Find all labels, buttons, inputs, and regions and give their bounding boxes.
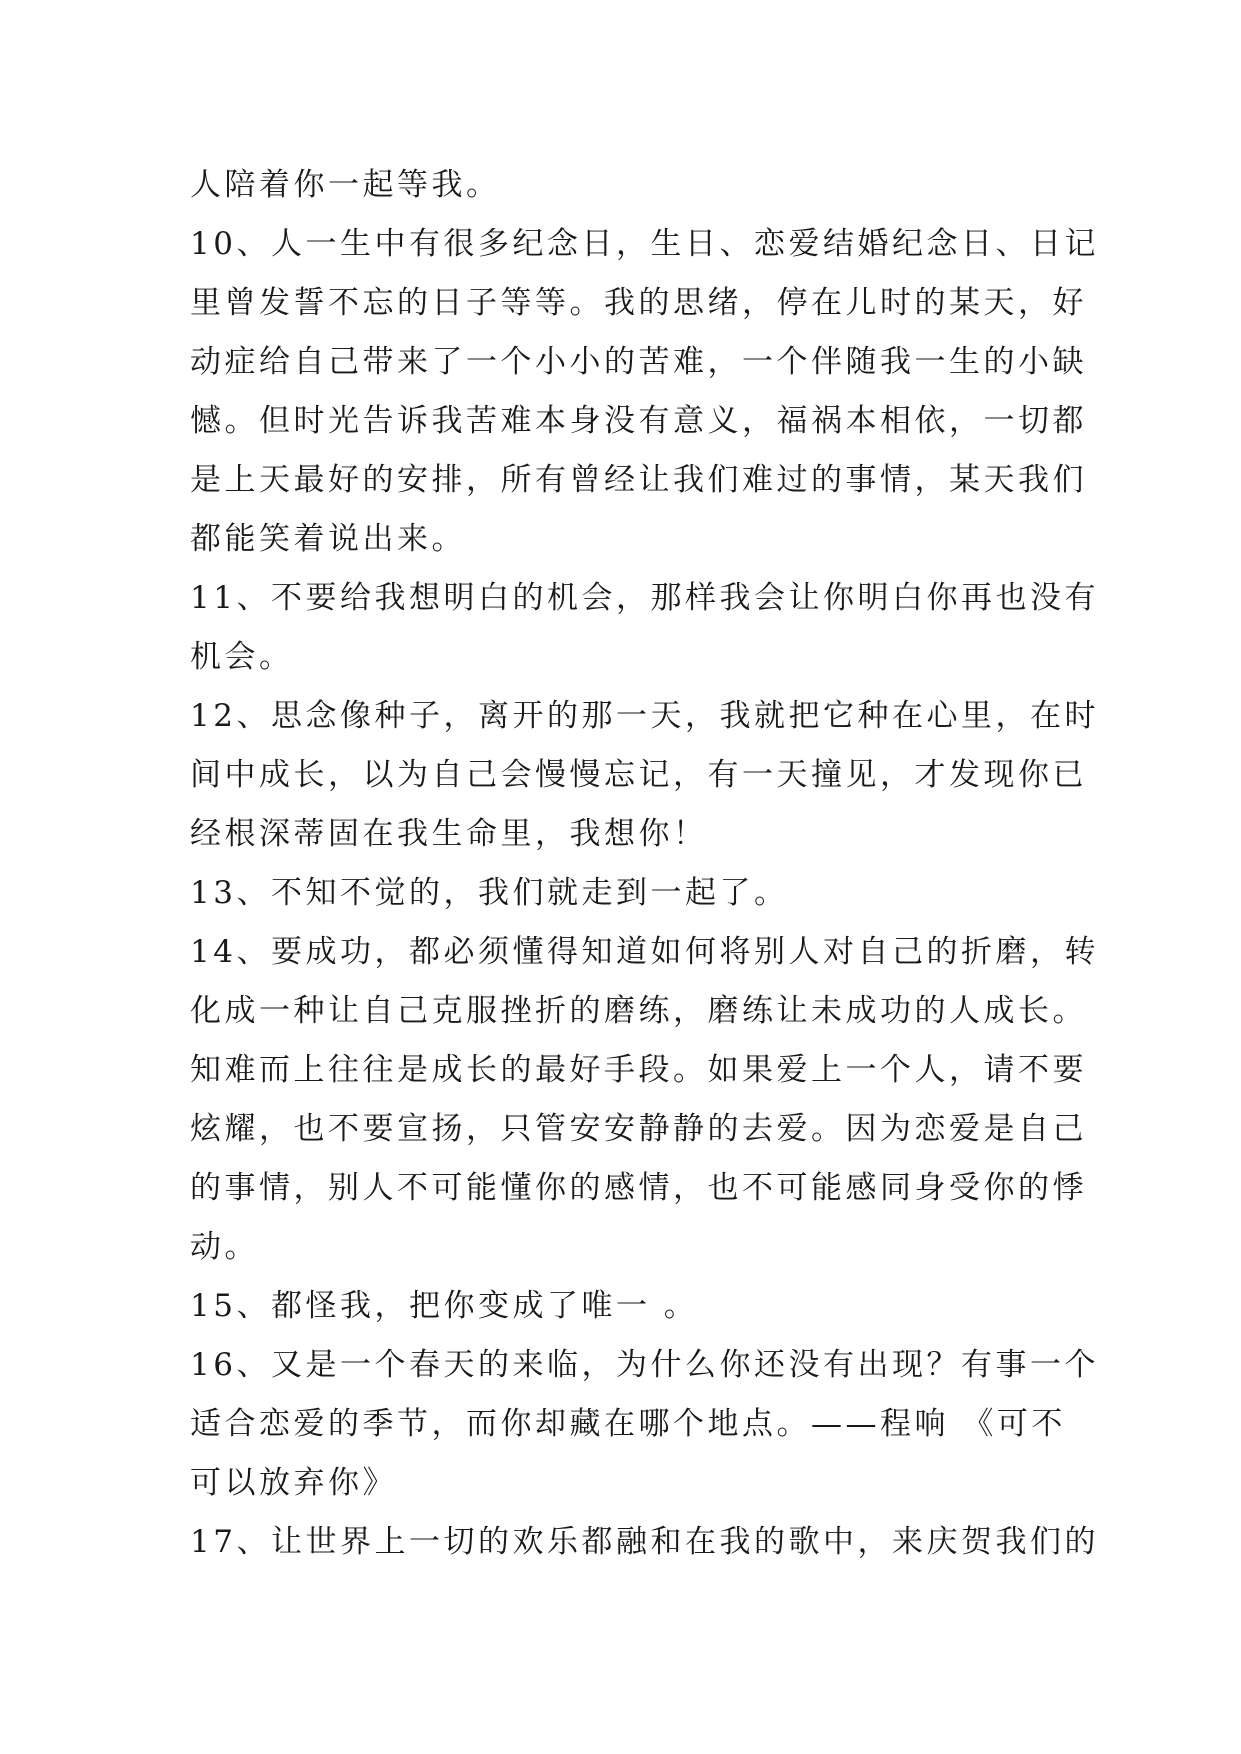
text-line: 12、思念像种子，离开的那一天，我就把它种在心里，在时: [190, 698, 1099, 734]
text-line: 憾。但时光告诉我苦难本身没有意义，福祸本相依，一切都: [190, 403, 1087, 439]
text-line: 炫耀，也不要宣扬，只管安安静静的去爱。因为恋爱是自己: [190, 1111, 1087, 1147]
text-line: 14、要成功，都必须懂得知道如何将别人对自己的折磨，转: [190, 934, 1099, 970]
text-line: 知难而上往往是成长的最好手段。如果爱上一个人，请不要: [190, 1052, 1087, 1088]
text-line: 适合恋爱的季节，而你却藏在哪个地点。——程响 《可不: [190, 1406, 1066, 1442]
text-line: 16、又是一个春天的来临，为什么你还没有出现？有事一个: [190, 1347, 1099, 1383]
text-line: 动症给自己带来了一个小小的苦难，一个伴随我一生的小缺: [190, 344, 1087, 380]
text-line: 15、都怪我，把你变成了唯一 。: [190, 1288, 699, 1324]
text-line: 13、不知不觉的，我们就走到一起了。: [190, 875, 789, 911]
text-line: 可以放弃你》: [190, 1465, 397, 1501]
text-line: 化成一种让自己克服挫折的磨练，磨练让未成功的人成长。: [190, 993, 1087, 1029]
body-text: [190, 156, 1099, 1572]
text-line: 间中成长，以为自己会慢慢忘记，有一天撞见，才发现你已: [190, 757, 1087, 793]
text-line: 动。: [190, 1229, 259, 1265]
text-line: 11、不要给我想明白的机会，那样我会让你明白你再也没有: [190, 580, 1099, 616]
text-line: 机会。: [190, 639, 294, 675]
text-line: 是上天最好的安排，所有曾经让我们难过的事情，某天我们: [190, 462, 1087, 498]
text-line: 10、人一生中有很多纪念日，生日、恋爱结婚纪念日、日记: [190, 226, 1099, 262]
text-line: 的事情，别人不可能懂你的感情，也不可能感同身受你的悸: [190, 1170, 1087, 1206]
text-line: 17、让世界上一切的欢乐都融和在我的歌中，来庆贺我们的: [190, 1524, 1099, 1560]
text-line: 里曾发誓不忘的日子等等。我的思绪，停在儿时的某天，好: [190, 285, 1087, 321]
text-line: 都能笑着说出来。: [190, 521, 466, 557]
text-line: 人陪着你一起等我。: [190, 167, 501, 203]
text-line: 经根深蒂固在我生命里，我想你！: [190, 816, 708, 852]
